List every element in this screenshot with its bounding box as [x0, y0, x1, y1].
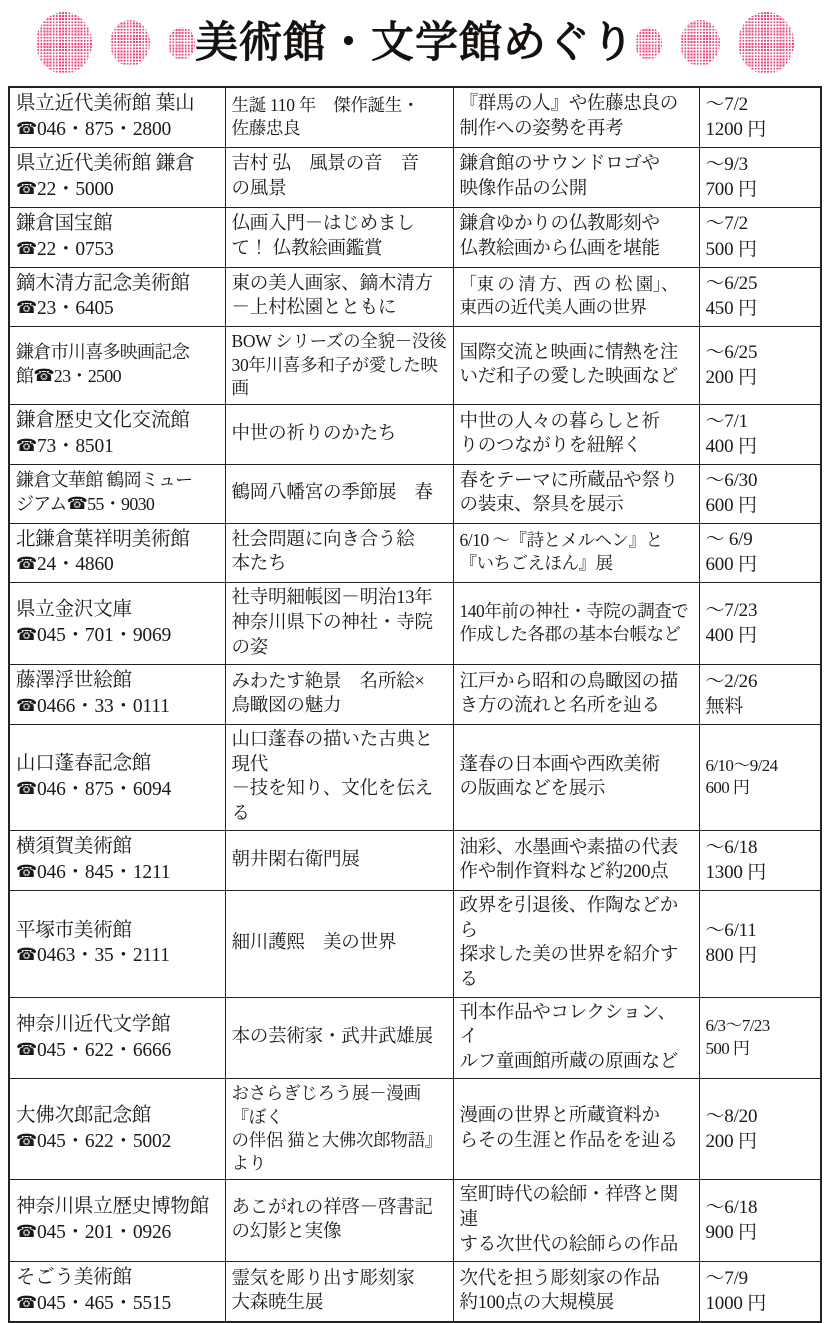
exhibit-title-line: BOW シリーズの全貌－没後: [231, 331, 447, 352]
admission-price: 1300 円: [705, 862, 767, 884]
exhibit-period: 〜7/2: [705, 213, 748, 235]
telephone-number: 73・8501: [36, 436, 114, 458]
period-price-cell: [699, 1262, 821, 1322]
exhibit-title-line: 吉村 弘 風景の音 音: [231, 154, 419, 175]
admission-price: 500 円: [705, 238, 757, 260]
description-line: 制作への姿勢を再考: [459, 118, 624, 139]
telephone-number: 24・4860: [36, 554, 114, 576]
table-row: [9, 523, 821, 583]
admission-price: 1200 円: [705, 118, 767, 140]
exhibit-title-cell: [225, 665, 453, 725]
venue-name: 大佛次郎記念館: [16, 1105, 152, 1126]
exhibit-period: 〜 6/9: [705, 529, 753, 551]
admission-price: 800 円: [705, 945, 757, 967]
description-line: 東西の近代美人画の世界: [459, 297, 647, 318]
venue-cell: [9, 147, 225, 207]
period-price-cell: [699, 583, 821, 665]
exhibit-title-cell: [225, 997, 453, 1079]
admission-price: 200 円: [705, 1130, 757, 1152]
venue-name: 藤澤浮世絵館: [16, 670, 132, 692]
description-line: 鎌倉館のサウンドロゴや: [459, 154, 660, 175]
venue-cell: [9, 207, 225, 267]
exhibit-title-cell: [225, 327, 453, 405]
admission-price: 無料: [705, 696, 744, 718]
venue-telephone: [16, 237, 220, 263]
telephone-number: 045・465・5515: [36, 1293, 172, 1315]
description-cell: [453, 207, 699, 267]
exhibit-title-cell: [225, 523, 453, 583]
venue-telephone: [16, 1220, 220, 1246]
description-line: いだ和子の愛した映画など: [459, 367, 678, 388]
exhibit-title-line: 霊気を彫り出す彫刻家: [231, 1268, 415, 1289]
telephone-number: 045・622・6666: [36, 1039, 172, 1061]
description-line: き方の流れと名所を辿る: [459, 696, 660, 717]
admission-price: 900 円: [705, 1222, 757, 1244]
venue-cell: [9, 327, 225, 405]
exhibit-title-cell: [225, 405, 453, 465]
exhibit-title-cell: [225, 1079, 453, 1180]
description-cell: [453, 465, 699, 524]
period-price-cell: [699, 831, 821, 891]
page-title: 美術館・文学館めぐり: [195, 17, 635, 68]
venue-telephone: [16, 943, 220, 969]
venue-name: 山口蓬春記念館: [16, 753, 152, 775]
telephone-number: 23・2500: [53, 366, 121, 387]
description-cell: [453, 831, 699, 891]
exhibit-period: 〜9/3: [705, 153, 748, 175]
description-line: 室町時代の絵師・祥啓と関連: [459, 1185, 678, 1231]
table-row: [9, 465, 821, 524]
telephone-number: 045・201・0926: [36, 1222, 172, 1244]
venue-name: 鎌倉国宝館: [16, 212, 113, 234]
telephone-number: 23・6405: [36, 298, 114, 320]
venue-name-continued: ジアム: [16, 494, 67, 515]
admission-price: 400 円: [705, 436, 757, 458]
telephone-number: 046・875・2800: [36, 118, 172, 140]
description-cell: [453, 1180, 699, 1262]
description-cell: [453, 267, 699, 327]
description-line: 『群馬の人』や佐藤忠良の: [459, 94, 678, 115]
venue-cell: [9, 267, 225, 327]
exhibit-title-line: 東の美人画家、鏑木清方: [231, 273, 433, 294]
table-row: [9, 147, 821, 207]
exhibit-title-line: 仏画入門－はじめまし: [231, 214, 415, 235]
period-price-cell: [699, 665, 821, 725]
telephone-icon: ☎: [16, 1293, 37, 1314]
telephone-number: 0466・33・0111: [36, 696, 170, 718]
description-line: りのつながりを紐解く: [459, 436, 642, 457]
telephone-number: 045・701・9069: [36, 625, 172, 647]
venue-name: 横須賀美術館: [16, 836, 132, 858]
telephone-number: 22・0753: [36, 238, 114, 260]
venue-name: 神奈川近代文学館: [16, 1013, 171, 1035]
table-row: [9, 1262, 821, 1322]
venue-name: 県立金沢文庫: [16, 599, 132, 621]
period-price-cell: [699, 523, 821, 583]
exhibit-title-cell: [225, 87, 453, 147]
exhibit-period: 〜7/1: [705, 410, 748, 432]
exhibit-period: 〜6/25: [705, 273, 758, 295]
exhibit-period: 〜7/9: [705, 1267, 748, 1289]
exhibit-title-line: 社会問題に向き合う絵: [231, 529, 415, 550]
exhibit-title-line: 神奈川県下の神社・寺院の姿: [231, 612, 433, 658]
exhibit-title-line: 朝井閑右衛門展: [231, 850, 360, 871]
exhibit-period: 〜6/25: [705, 342, 758, 363]
table-row: [9, 207, 821, 267]
exhibit-title-line: の風景: [231, 178, 287, 199]
exhibit-title-cell: [225, 725, 453, 831]
description-line: 中世の人々の暮らしと祈: [459, 411, 660, 432]
listing-table-body: [9, 87, 821, 1322]
exhibit-title-line: の伴侶 猫と大佛次郎物語』より: [231, 1129, 442, 1174]
flower-dot-large-icon: [36, 12, 92, 74]
header-decoration-right: [635, 0, 794, 86]
period-price-cell: [699, 891, 821, 997]
exhibit-period: 〜7/2: [705, 93, 748, 115]
table-row: [9, 665, 821, 725]
exhibit-title-line: 本の芸術家・武井武雄展: [231, 1027, 433, 1048]
venue-telephone: [16, 552, 220, 578]
venue-name: 平塚市美術館: [16, 919, 132, 941]
admission-price: 600 円: [705, 495, 757, 517]
exhibit-title-cell: [225, 465, 453, 524]
exhibit-title-line: －上村松園とともに: [231, 298, 397, 319]
venue-telephone: [16, 434, 220, 460]
description-cell: [453, 1079, 699, 1180]
exhibit-period: 〜6/30: [705, 470, 758, 492]
admission-price: 700 円: [705, 178, 757, 200]
venue-telephone: [16, 365, 220, 389]
telephone-icon: ☎: [16, 945, 37, 966]
description-line: 『いちごえほん』展: [459, 553, 613, 574]
telephone-icon: ☎: [66, 494, 88, 515]
description-line: 探求した美の世界を紹介する: [459, 945, 678, 991]
exhibit-title-line: 生誕 110 年 傑作誕生・: [231, 94, 420, 115]
telephone-number: 0463・35・2111: [36, 945, 170, 967]
table-row: [9, 267, 821, 327]
description-line: 作や制作資料など約200点: [459, 862, 669, 883]
table-row: [9, 891, 821, 997]
exhibit-period: 〜2/26: [705, 670, 758, 692]
exhibit-title-line: 鳥瞰図の魅力: [231, 696, 342, 717]
venue-name: 神奈川県立歴史博物館: [16, 1196, 210, 1218]
admission-price: 600 円: [705, 554, 757, 576]
flower-dot-medium-icon: [110, 20, 150, 66]
telephone-icon: ☎: [16, 118, 37, 139]
period-price-cell: [699, 405, 821, 465]
exhibit-title-line: 佐藤忠良: [231, 117, 301, 138]
exhibit-title-line: －技を知り、文化を伝える: [231, 779, 433, 824]
description-line: 油彩、水墨画や素描の代表: [459, 837, 678, 858]
description-line: 鎌倉ゆかりの仏教彫刻や: [459, 214, 660, 235]
exhibit-title-line: みわたす絶景 名所絵×: [231, 671, 425, 692]
description-cell: [453, 327, 699, 405]
venue-cell: [9, 665, 225, 725]
venue-cell: [9, 1180, 225, 1262]
table-row: [9, 87, 821, 147]
table-row: [9, 1079, 821, 1180]
description-line: 6/10 〜『詩とメルヘン』と: [459, 530, 663, 551]
description-cell: [453, 147, 699, 207]
exhibit-title-cell: [225, 1180, 453, 1262]
exhibit-title-cell: [225, 147, 453, 207]
venue-cell: [9, 1262, 225, 1322]
telephone-icon: ☎: [16, 862, 37, 883]
venue-name: 北鎌倉葉祥明美術館: [16, 528, 190, 550]
exhibit-title-line: 社寺明細帳図－明治13年: [231, 588, 433, 609]
telephone-icon: ☎: [16, 238, 37, 259]
venue-telephone: [16, 493, 220, 517]
exhibit-title-line: て！ 仏教絵画鑑賞: [231, 238, 383, 259]
exhibit-period: 〜8/20: [705, 1105, 758, 1127]
period-price-cell: [699, 87, 821, 147]
exhibit-title-line: 山口蓬春の描いた古典と現代: [231, 730, 433, 775]
venue-name: 鎌倉市川喜多映画記念: [16, 342, 189, 363]
exhibit-title-line: 本たち: [231, 554, 287, 575]
telephone-icon: ☎: [16, 298, 37, 319]
venue-telephone: [16, 1038, 220, 1064]
flower-dot-medium-icon: [680, 20, 720, 66]
exhibit-period: 〜6/18: [705, 1197, 758, 1219]
exhibit-title-line: 鶴岡八幡宮の季節展 春: [231, 482, 433, 503]
description-line: 仏教絵画から仏画を堪能: [459, 238, 660, 259]
venue-cell: [9, 725, 225, 831]
telephone-icon: ☎: [33, 366, 54, 387]
description-line: 次代を担う彫刻家の作品: [459, 1268, 660, 1289]
period-price-cell: [699, 207, 821, 267]
exhibit-title-cell: [225, 1262, 453, 1322]
description-line: 江戸から昭和の鳥瞰図の描: [459, 671, 678, 692]
telephone-icon: ☎: [16, 1130, 37, 1151]
venue-telephone: [16, 623, 220, 649]
description-cell: [453, 523, 699, 583]
exhibit-title-cell: [225, 891, 453, 997]
period-price-cell: [699, 327, 821, 405]
exhibit-period: 〜7/23: [705, 600, 758, 622]
description-line: 作成した各郡の基本台帳など: [459, 624, 681, 645]
exhibit-title-cell: [225, 207, 453, 267]
table-row: [9, 997, 821, 1079]
exhibit-title-line: 細川護熙 美の世界: [231, 933, 397, 954]
venue-telephone: [16, 860, 220, 886]
exhibit-title-line: 中世の祈りのかたち: [231, 423, 397, 444]
admission-price: 500 円: [705, 1038, 750, 1058]
exhibit-period: 6/3〜7/23: [705, 1015, 770, 1035]
description-line: の装束、祭具を展示: [459, 495, 624, 516]
flower-dot-large-icon: [738, 12, 794, 74]
description-line: の版画などを展示: [459, 779, 606, 800]
description-cell: [453, 725, 699, 831]
exhibit-period: 〜6/11: [705, 920, 757, 942]
telephone-icon: ☎: [16, 436, 37, 457]
flower-dot-small-icon: [168, 27, 195, 60]
venue-name: そごう美術館: [16, 1267, 132, 1289]
telephone-number: 046・875・6094: [36, 779, 172, 801]
exhibit-title-line: おさらぎじろう展－漫画『ぼく: [231, 1083, 421, 1127]
exhibit-title-cell: [225, 583, 453, 665]
telephone-number: 55・9030: [87, 494, 155, 515]
description-cell: [453, 583, 699, 665]
telephone-icon: ☎: [16, 554, 37, 575]
telephone-icon: ☎: [16, 1222, 37, 1243]
description-line: 漫画の世界と所蔵資料か: [459, 1106, 660, 1127]
telephone-number: 046・845・1211: [36, 862, 171, 884]
listing-table-container: [0, 86, 830, 1323]
telephone-number: 22・5000: [36, 178, 114, 200]
telephone-icon: ☎: [16, 696, 37, 717]
venue-name: 県立近代美術館 葉山: [16, 93, 195, 114]
admission-price: 200 円: [705, 367, 757, 389]
description-line: 政界を引退後、作陶などから: [459, 896, 678, 941]
header-decoration-left: [36, 0, 195, 86]
description-line: 国際交流と映画に情熱を注: [459, 342, 678, 363]
exhibit-title-cell: [225, 267, 453, 327]
exhibit-title-line: あこがれの祥啓－啓書記: [231, 1197, 433, 1218]
venue-telephone: [16, 296, 220, 322]
table-row: [9, 583, 821, 665]
description-line: 140年前の神社・寺院の調査で: [459, 601, 689, 622]
admission-price: 600 円: [705, 778, 750, 798]
exhibit-title-line: 大森暁生展: [231, 1293, 324, 1314]
venue-name: 県立近代美術館 鎌倉: [16, 152, 195, 174]
exhibit-period: 〜6/18: [705, 837, 758, 859]
description-cell: [453, 891, 699, 997]
page-header: [0, 0, 830, 86]
table-row: [9, 1180, 821, 1262]
period-price-cell: [699, 267, 821, 327]
venue-telephone: [16, 1291, 220, 1317]
exhibit-period: 6/10〜9/24: [705, 755, 778, 775]
venue-telephone: [16, 777, 220, 803]
description-line: する次世代の絵師らの作品: [459, 1234, 678, 1255]
description-cell: [453, 1262, 699, 1322]
period-price-cell: [699, 147, 821, 207]
exhibit-title-line: 30年川喜多和子が愛した映画: [231, 354, 438, 398]
admission-price: 1000 円: [705, 1293, 767, 1315]
period-price-cell: [699, 997, 821, 1079]
description-cell: [453, 665, 699, 725]
table-row: [9, 725, 821, 831]
description-cell: [453, 87, 699, 147]
venue-telephone: [16, 117, 220, 143]
telephone-number: 045・622・5002: [36, 1130, 172, 1152]
period-price-cell: [699, 465, 821, 524]
venue-cell: [9, 523, 225, 583]
venue-telephone: [16, 177, 220, 203]
venue-name-continued: 館: [16, 366, 34, 387]
flower-dot-small-icon: [635, 27, 662, 60]
venue-cell: [9, 583, 225, 665]
telephone-icon: ☎: [16, 625, 37, 646]
table-row: [9, 327, 821, 405]
telephone-icon: ☎: [16, 1039, 37, 1060]
description-line: 刊本作品やコレクション、イ: [459, 1002, 676, 1048]
venue-telephone: [16, 1129, 220, 1155]
telephone-icon: ☎: [16, 178, 37, 199]
description-line: 蓬春の日本画や西欧美術: [459, 754, 660, 775]
description-line: 映像作品の公開: [459, 178, 587, 199]
venue-cell: [9, 891, 225, 997]
description-cell: [453, 997, 699, 1079]
admission-price: 450 円: [705, 298, 757, 320]
table-row: [9, 405, 821, 465]
venue-name: 鎌倉文華館 鶴岡ミュー: [16, 470, 193, 491]
exhibit-title-cell: [225, 831, 453, 891]
venue-cell: [9, 87, 225, 147]
venue-cell: [9, 1079, 225, 1180]
description-line: 「東 の 清 方、西 の 松 園」、: [459, 274, 678, 295]
venue-telephone: [16, 694, 220, 720]
description-line: ルフ童画館所蔵の原画など: [459, 1051, 678, 1072]
telephone-icon: ☎: [16, 779, 37, 800]
venue-name: 鏑木清方記念美術館: [16, 272, 190, 294]
admission-price: 400 円: [705, 625, 757, 647]
description-line: 春をテーマに所蔵品や祭り: [459, 470, 678, 491]
description-line: 約100点の大規模展: [459, 1293, 614, 1314]
period-price-cell: [699, 725, 821, 831]
venue-cell: [9, 997, 225, 1079]
period-price-cell: [699, 1079, 821, 1180]
venue-name: 鎌倉歴史文化交流館: [16, 410, 190, 432]
period-price-cell: [699, 1180, 821, 1262]
description-cell: [453, 405, 699, 465]
table-row: [9, 831, 821, 891]
venue-cell: [9, 405, 225, 465]
exhibit-title-line: の幻影と実像: [231, 1222, 342, 1243]
description-line: らその生涯と作品をを辿る: [459, 1130, 678, 1151]
museum-listing-table: [8, 86, 822, 1323]
venue-cell: [9, 465, 225, 524]
venue-cell: [9, 831, 225, 891]
